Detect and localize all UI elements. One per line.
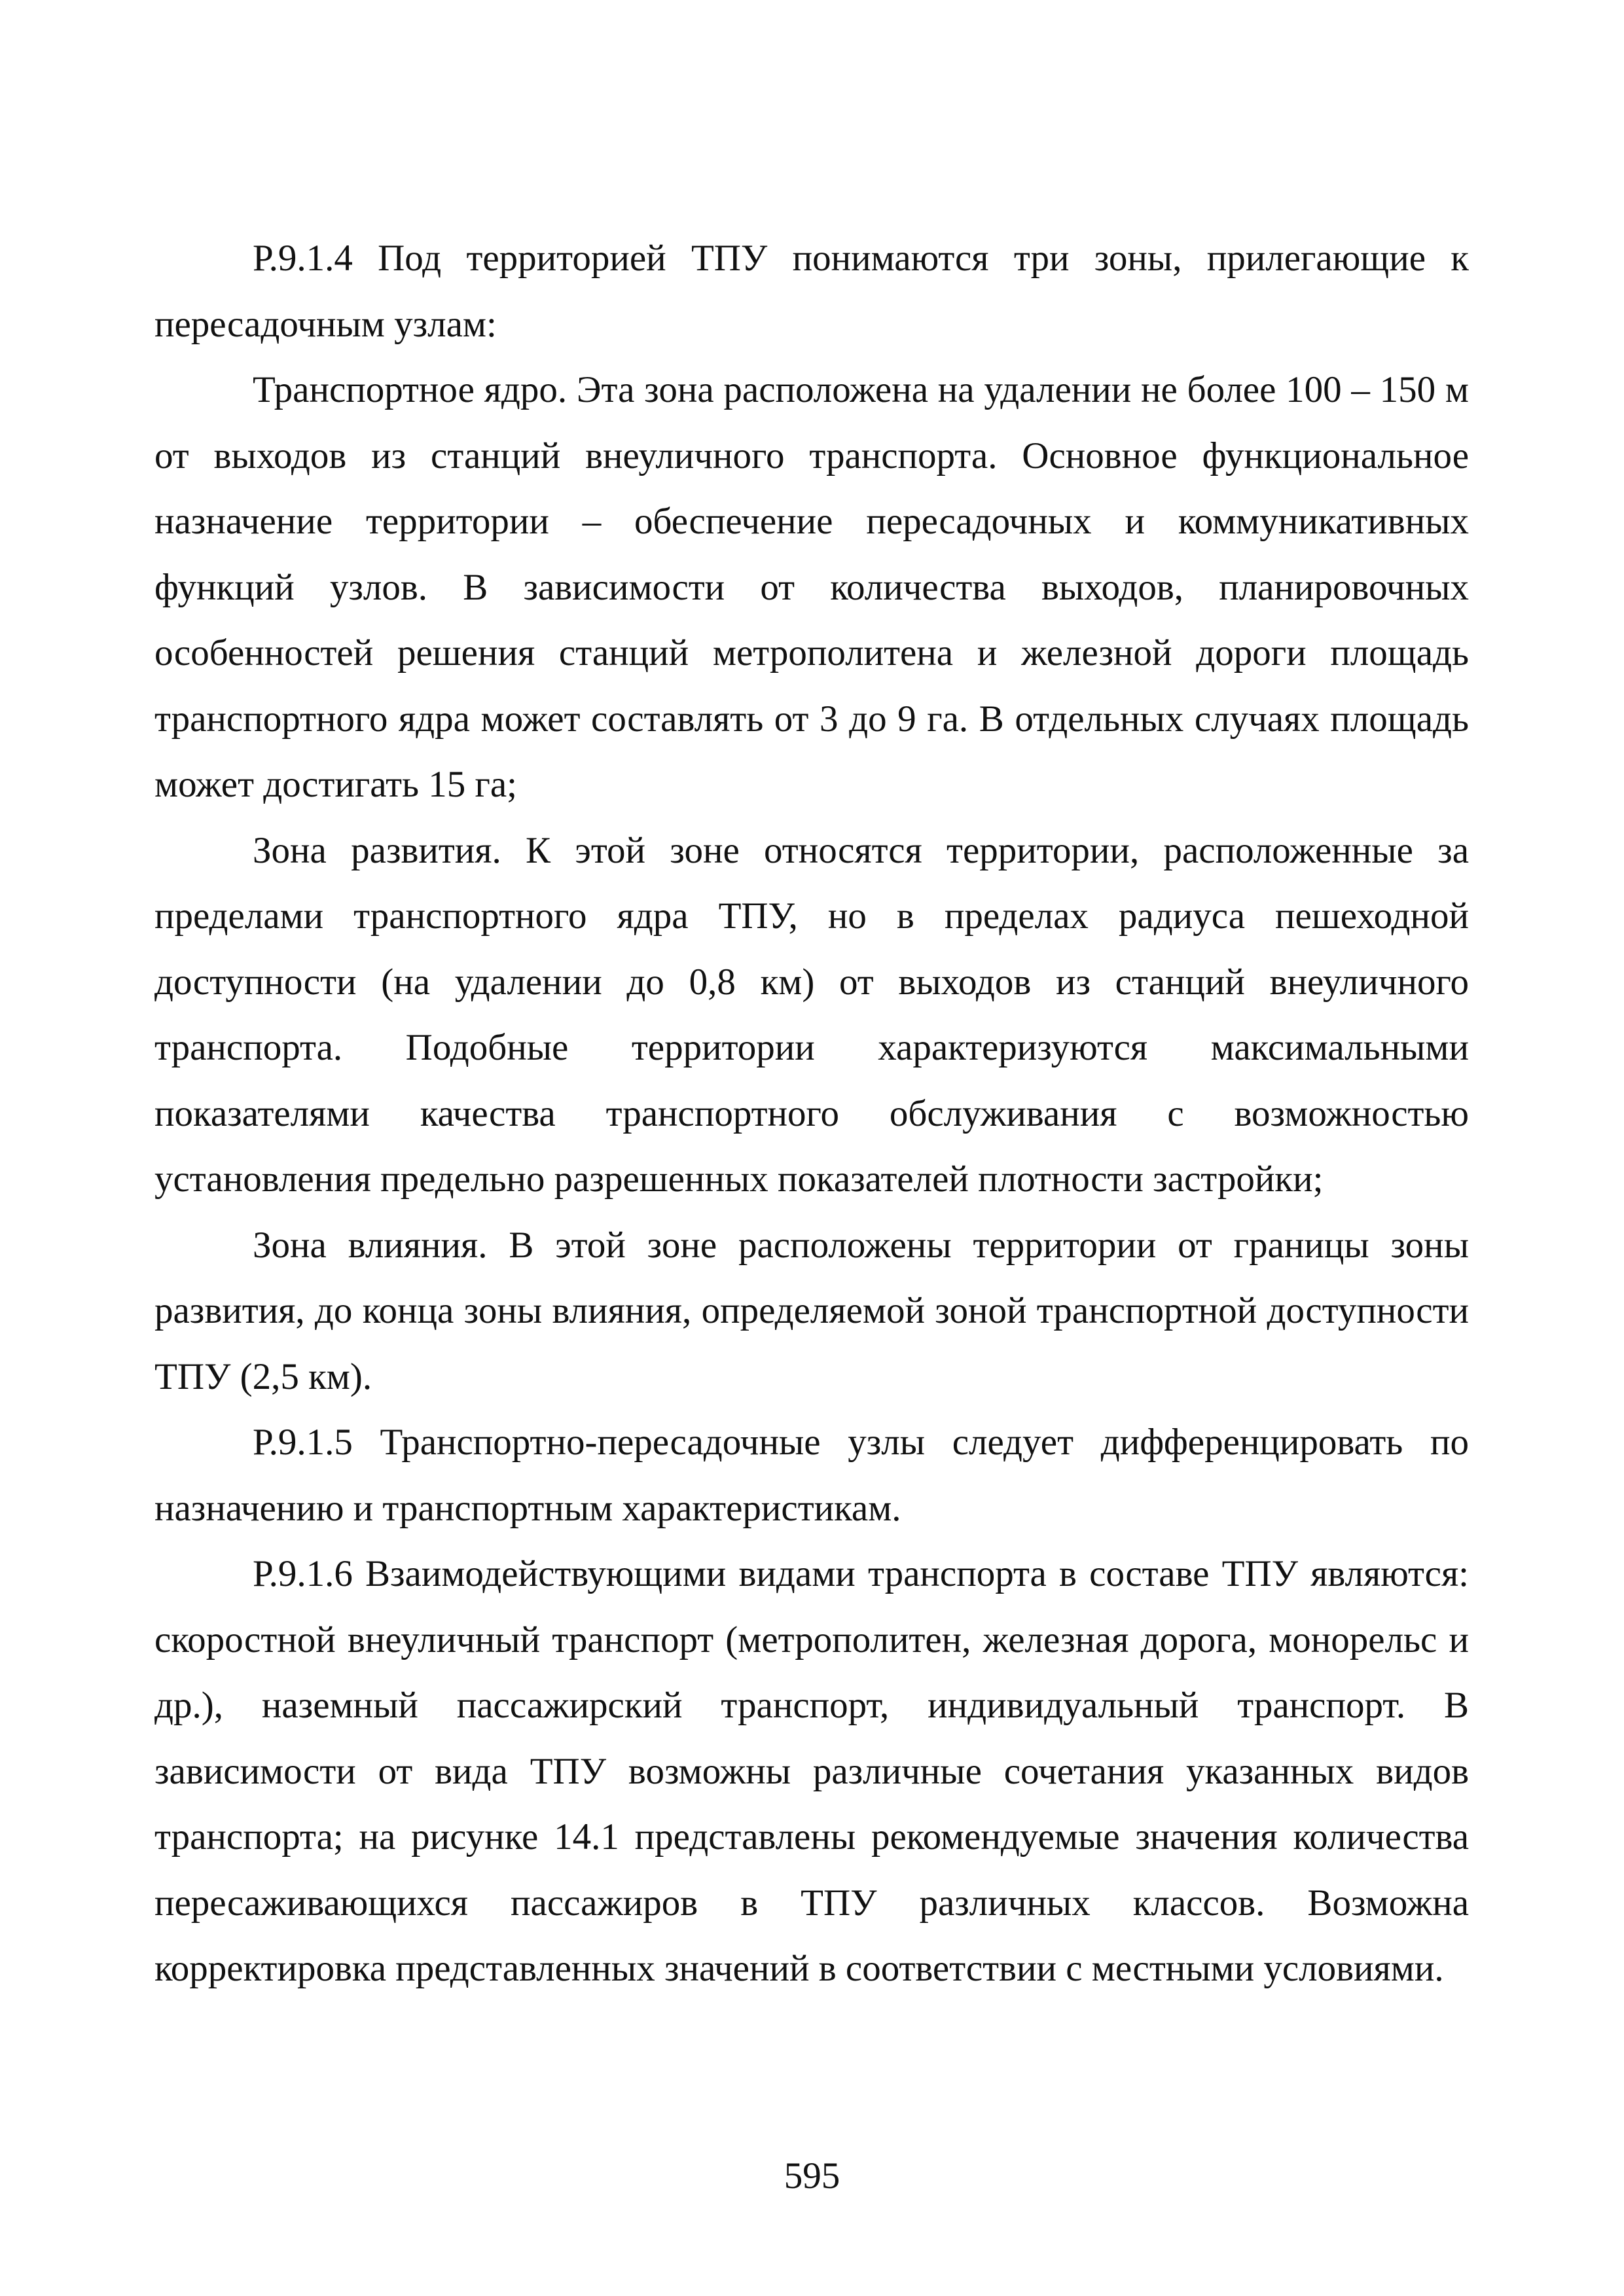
body-text — [154, 226, 1469, 2002]
paragraph-development-zone: Зона развития. К этой зоне относятся территории, расположенные за пределами транспортного ядра ТПУ, но в пределах радиуса пешеходной доступности (на удалении до 0,8 км) от выходов из станций внеуличного транспорта. Подобные территории характеризуются максимальными показателями качества транспортного обслуживания с возможностью установления предельно разрешенных показателей плотности застройки; — [154, 829, 1469, 1200]
paragraph-p-9-1-6: Р.9.1.6 Взаимодействующими видами транспорта в составе ТПУ являются: скоростной внеуличный транспорт (метрополитен, железная дорога, монорельс и др.), наземный пассажирский транспорт, индивидуальный транспорт. В зависимости от вида ТПУ возможны различные сочетания указанных видов транспорта; на рисунке 14.1 представлены рекомендуемые значения количества пересаживающихся пассажиров в ТПУ различных классов. Возможна корректировка представленных значений в соответствии с местными условиями. — [154, 1553, 1469, 1989]
paragraph-influence-zone: Зона влияния. В этой зоне расположены территории от границы зоны развития, до конца зоны влияния, определяемой зоной транспортной доступности ТПУ (2,5 км). — [154, 1224, 1469, 1397]
paragraph-p-9-1-5: Р.9.1.5 Транспортно-пересадочные узлы следует дифференцировать по назначению и транспортным характеристикам. — [154, 1422, 1469, 1529]
page-number: 595 — [784, 2155, 840, 2197]
paragraph-p-9-1-4: Р.9.1.4 Под территорией ТПУ понимаются три зоны, прилегающие к пересадочным узлам: — [154, 238, 1469, 345]
paragraph-transport-core: Транспортное ядро. Эта зона расположена на удалении не более 100 – 150 м от выходов из станций внеуличного транспорта. Основное функциональное назначение территории – обеспечение пересадочных и коммуникативных функций узлов. В зависимости от количества выходов, планировочных особенностей решения станций метрополитена и железной дороги площадь транспортного ядра может составлять от 3 до 9 га. В отдельных случаях площадь может достигать 15 га; — [154, 369, 1469, 805]
